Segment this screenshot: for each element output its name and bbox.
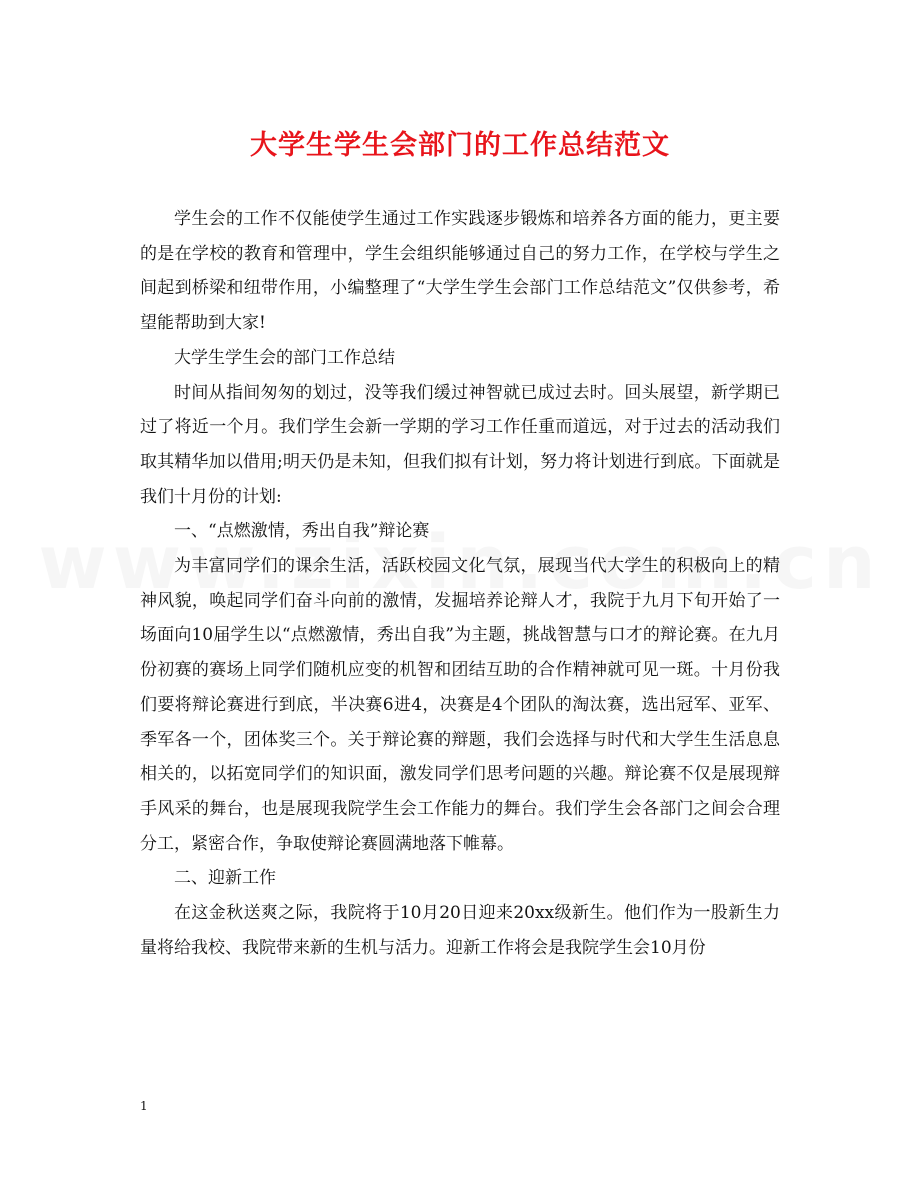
document-title: 大学生学生会部门的工作总结范文: [250, 130, 670, 161]
paragraph-intro: 学生会的工作不仅能使学生通过工作实践逐步锻炼和培养各方面的能力，更主要的是在学校的教育和管理中，学生会组织能够通过自己的努力工作，在学校与学生之间起到桥梁和纽带作用，小编整理了“大学生学生会部门工作总结范文”仅供参考，希望能帮助到大家!: [140, 209, 780, 334]
section-heading-debate: 一、“点燃激情，秀出自我”辩论赛: [174, 521, 430, 542]
section-heading-welcome: 二、迎新工作: [174, 868, 276, 889]
paragraph-debate: 为丰富同学们的课余生活，活跃校园文化气氛，展现当代大学生的积极向上的精神风貌，唤起同学们奋斗向前的激情，发掘培养论辩人才，我院于九月下旬开始了一场面向10届学生以“点燃激情，秀出自我”为主题，挑战智慧与口才的辩论赛。在九月份初赛的赛场上同学们随机应变的机智和团结互助的合作精神就可见一斑。十月份我们要将辩论赛进行到底，半决赛6进4，决赛是4个团队的淘汰赛，选出冠军、亚军、季军各一个，团体奖三个。关于辩论赛的辩题，我们会选择与时代和大学生生活息息相关的，以拓宽同学们的知识面，激发同学们思考问题的兴趣。辩论赛不仅是展现辩手风采的舞台，也是展现我院学生会工作能力的舞台。我们学生会各部门之间会合理分工，紧密合作，争取使辩论赛圆满地落下帷幕。: [140, 556, 780, 854]
section-heading-summary: 大学生学生会的部门工作总结: [174, 347, 395, 368]
paragraph-plan-overview: 时间从指间匆匆的划过，没等我们缓过神智就已成过去时。回头展望，新学期已过了将近一个月。我们学生会新一学期的学习工作任重而道远，对于过去的活动我们取其精华加以借用;明天仍是未知，但我们拟有计划，努力将计划进行到底。下面就是我们十月份的计划:: [140, 382, 780, 507]
page-number: 1: [140, 1099, 148, 1113]
document-body: [140, 202, 780, 965]
paragraph-welcome: 在这金秋送爽之际，我院将于10月20日迎来20xx级新生。他们作为一股新生力量将给我校、我院带来新的生机与活力。迎新工作将会是我院学生会10月份: [140, 903, 780, 958]
